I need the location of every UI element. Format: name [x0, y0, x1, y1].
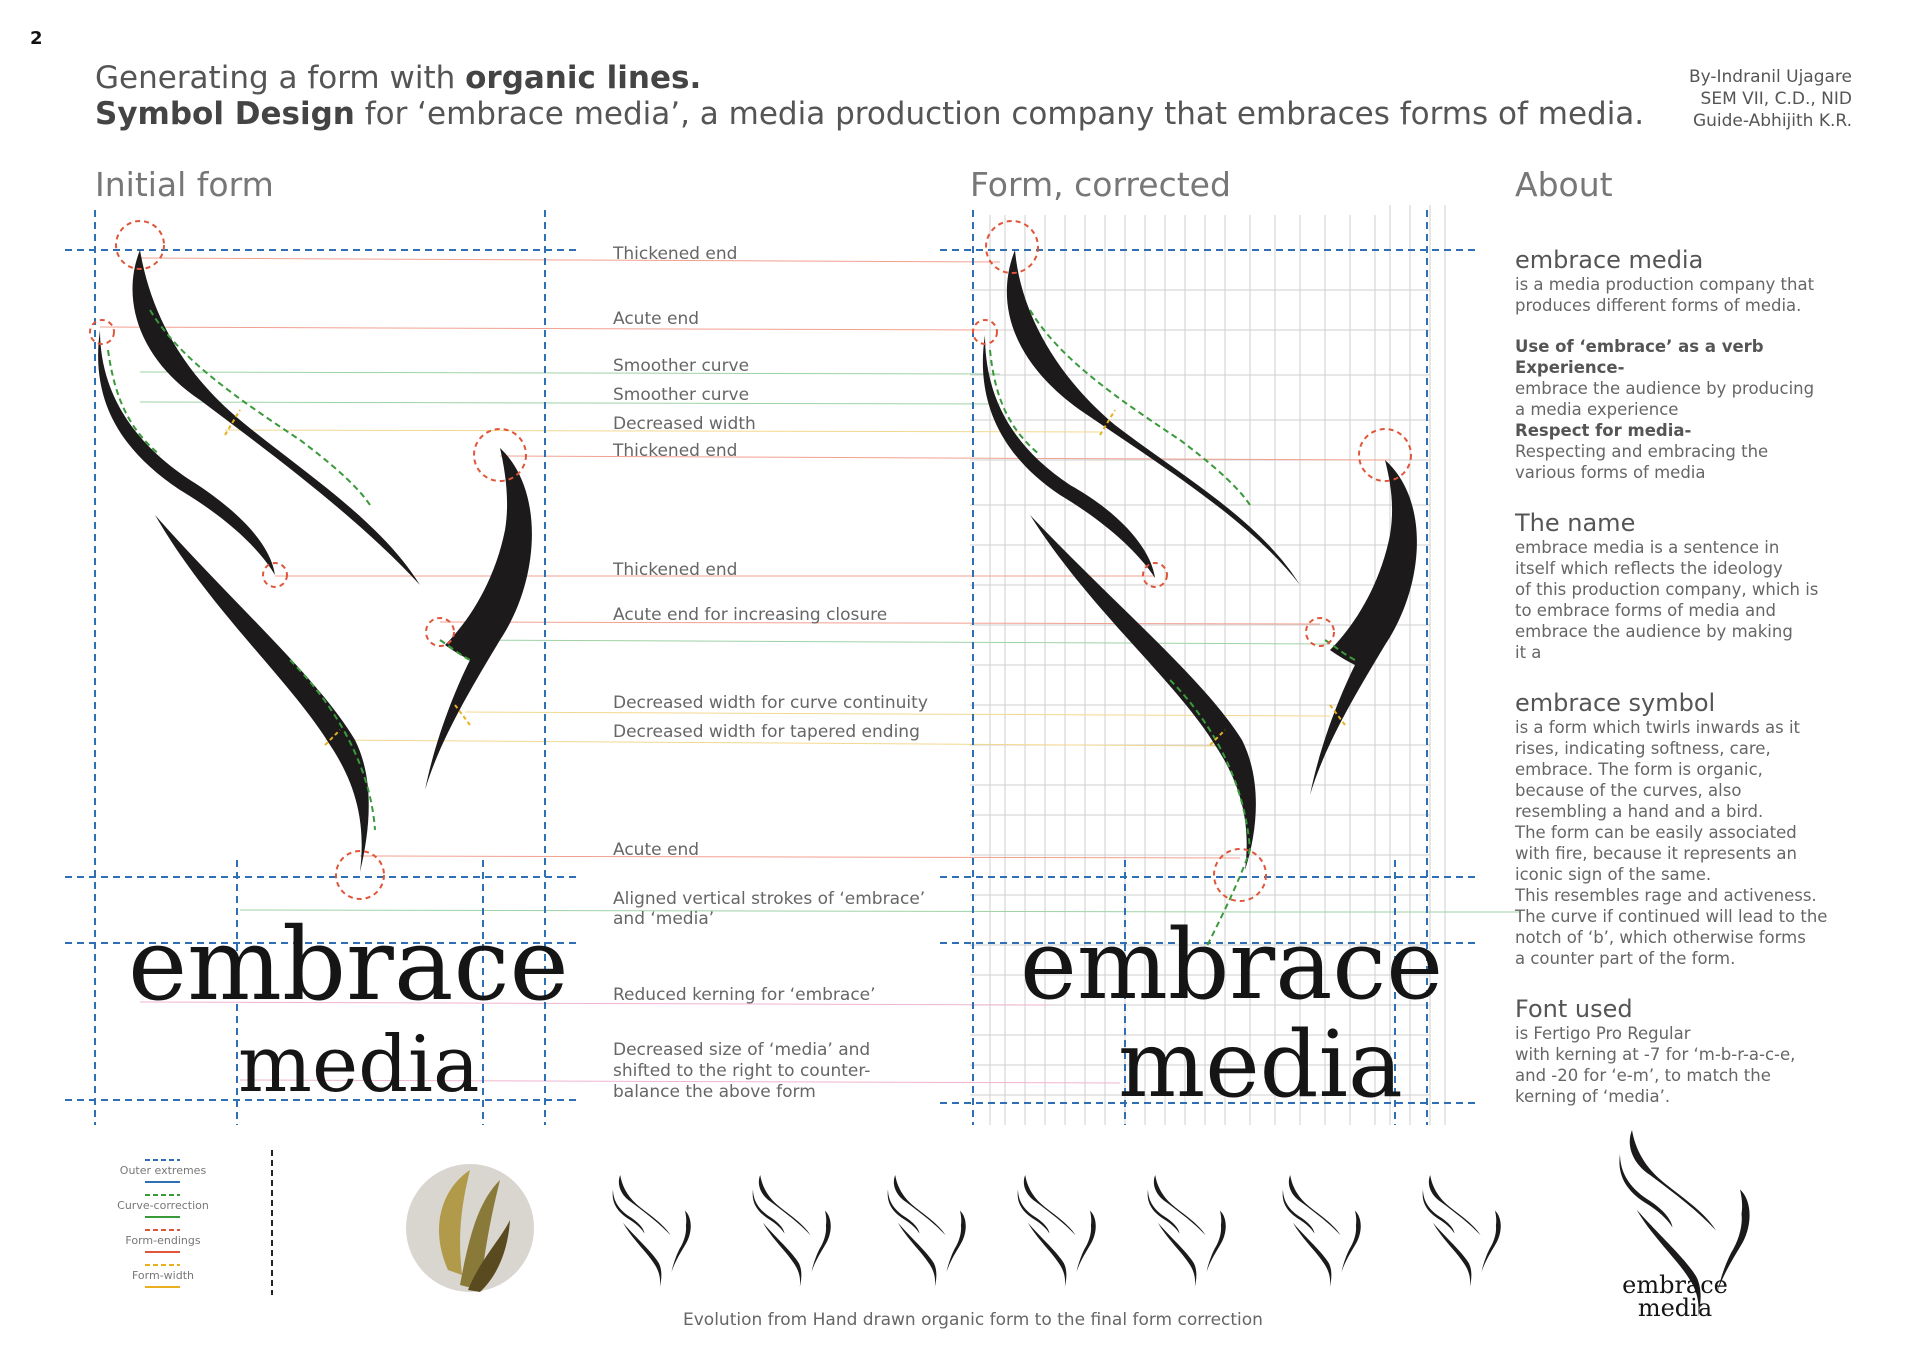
about-s1-resp-line-2: various forms of media [1515, 463, 1706, 482]
about-title-name: The name [1515, 509, 1636, 537]
about-s2-line-2: itself which reflects the ideology [1515, 559, 1783, 578]
about-title-font: Font used [1515, 995, 1633, 1023]
about-s1-experience: Experience- [1515, 358, 1625, 377]
about-s1-exp-line-2: a media experience [1515, 400, 1679, 419]
curve-correction-marks [108, 310, 1355, 950]
legend-form-width: Form-width [132, 1269, 194, 1282]
about-s2-line-3: of this production company, which is [1515, 580, 1819, 599]
legend-outer-extremes: Outer extremes [119, 1164, 207, 1177]
credit-guide: Guide-Abhijith K.R. [1692, 111, 1852, 131]
about-s2-line-1: embrace media is a sentence in [1515, 538, 1780, 557]
about-s2-line-6: it a [1515, 643, 1542, 662]
section-title-initial: Initial form [95, 165, 274, 204]
credit-author: By-Indranil Ujagare [1688, 67, 1852, 87]
about-s3-line-9: This resembles rage and activeness. [1515, 886, 1817, 905]
annotation-thickened-end-3: Thickened end [613, 560, 738, 580]
about-title-embrace-media: embrace media [1515, 246, 1704, 274]
about-s3-line-12: a counter part of the form. [1515, 949, 1736, 968]
annotation-media-size-3: balance the above form [613, 1082, 816, 1102]
annotation-thickened-end-1: Thickened end [613, 244, 738, 264]
final-logo-embrace: embrace [1622, 1271, 1728, 1299]
annotation-width-continuity: Decreased width for curve continuity [613, 693, 928, 713]
legend-form-endings: Form-endings [125, 1234, 201, 1247]
legend-curve-correction: Curve-correction [117, 1199, 209, 1212]
evolution-symbols [613, 1130, 1750, 1317]
annotation-smoother-curve-1: Smoother curve [613, 356, 750, 376]
initial-wordmark-media: media [238, 1020, 480, 1110]
about-s1-line-2: produces different forms of media. [1515, 296, 1802, 315]
initial-wordmark-embrace: embrace [128, 906, 569, 1023]
corrected-symbol [983, 250, 1417, 870]
evolution-caption: Evolution from Hand drawn organic form to the final form correction [683, 1310, 1263, 1330]
about-title-symbol: embrace symbol [1515, 689, 1716, 717]
about-s4-line-2: with kerning at -7 for ‘m-b-r-a-c-e, [1515, 1045, 1796, 1064]
about-s3-line-11: notch of ‘b’, which otherwise forms [1515, 928, 1806, 947]
annotation-smoother-curve-2: Smoother curve [613, 385, 750, 405]
form-ending-marks [90, 221, 1411, 901]
evolution-photo [406, 1164, 534, 1292]
annotation-decreased-width: Decreased width [613, 414, 756, 434]
corrected-wordmark-media: media [1118, 1011, 1403, 1118]
about-s3-line-3: embrace. The form is organic, [1515, 760, 1763, 779]
annotation-acute-end-1: Acute end [613, 309, 700, 329]
annotation-media-size-1: Decreased size of ‘media’ and [613, 1040, 871, 1060]
about-s3-line-5: resembling a hand and a bird. [1515, 802, 1764, 821]
annotation-acute-end-closure: Acute end for increasing closure [613, 605, 888, 625]
credit-semester: SEM VII, C.D., NID [1700, 89, 1852, 109]
annotation-thickened-end-2: Thickened end [613, 441, 738, 461]
annotation-media-size-2: shifted to the right to counter- [613, 1061, 871, 1081]
about-s1-verb: Use of ‘embrace’ as a verb [1515, 337, 1764, 356]
about-s3-line-7: with fire, because it represents an [1515, 844, 1797, 863]
corrected-wordmark-embrace: embrace [1020, 909, 1443, 1021]
about-s4-line-3: and -20 for ‘e-m’, to match the [1515, 1066, 1771, 1085]
about-column [1515, 246, 1895, 1107]
final-logo-media: media [1637, 1294, 1713, 1322]
about-s1-exp-line-1: embrace the audience by producing [1515, 379, 1815, 398]
section-title-about: About [1515, 165, 1613, 204]
annotation-aligned-strokes-1: Aligned vertical strokes of ‘embrace’ [613, 889, 926, 909]
page-number: 2 [30, 28, 43, 49]
about-s3-line-4: because of the curves, also [1515, 781, 1742, 800]
about-s3-line-8: iconic sign of the same. [1515, 865, 1712, 884]
heading-line-2: Symbol Design for ‘embrace media’, a media production company that embraces forms of media. [95, 96, 1645, 132]
about-s1-resp-line-1: Respecting and embracing the [1515, 442, 1769, 461]
annotation-aligned-strokes-2: and ‘media’ [613, 909, 715, 929]
about-s3-line-1: is a form which twirls inwards as it [1515, 718, 1801, 737]
section-title-corrected: Form, corrected [970, 165, 1231, 204]
about-s2-line-5: embrace the audience by making [1515, 622, 1793, 641]
annotation-reduced-kerning: Reduced kerning for ‘embrace’ [613, 985, 876, 1005]
heading-line-1: Generating a form with organic lines. [95, 60, 702, 96]
about-s2-line-4: to embrace forms of media and [1515, 601, 1777, 620]
about-s3-line-6: The form can be easily associated [1515, 823, 1797, 842]
initial-symbol [98, 250, 532, 872]
about-s4-line-1: is Fertigo Pro Regular [1515, 1024, 1691, 1043]
annotation-acute-end-2: Acute end [613, 840, 700, 860]
about-s1-line-1: is a media production company that [1515, 275, 1815, 294]
about-s3-line-2: rises, indicating softness, care, [1515, 739, 1771, 758]
annotation-width-tapered: Decreased width for tapered ending [613, 722, 920, 742]
about-s3-line-10: The curve if continued will lead to the [1515, 907, 1828, 926]
about-s4-line-4: kerning of ‘media’. [1515, 1087, 1671, 1106]
about-s1-respect: Respect for media- [1515, 421, 1692, 440]
